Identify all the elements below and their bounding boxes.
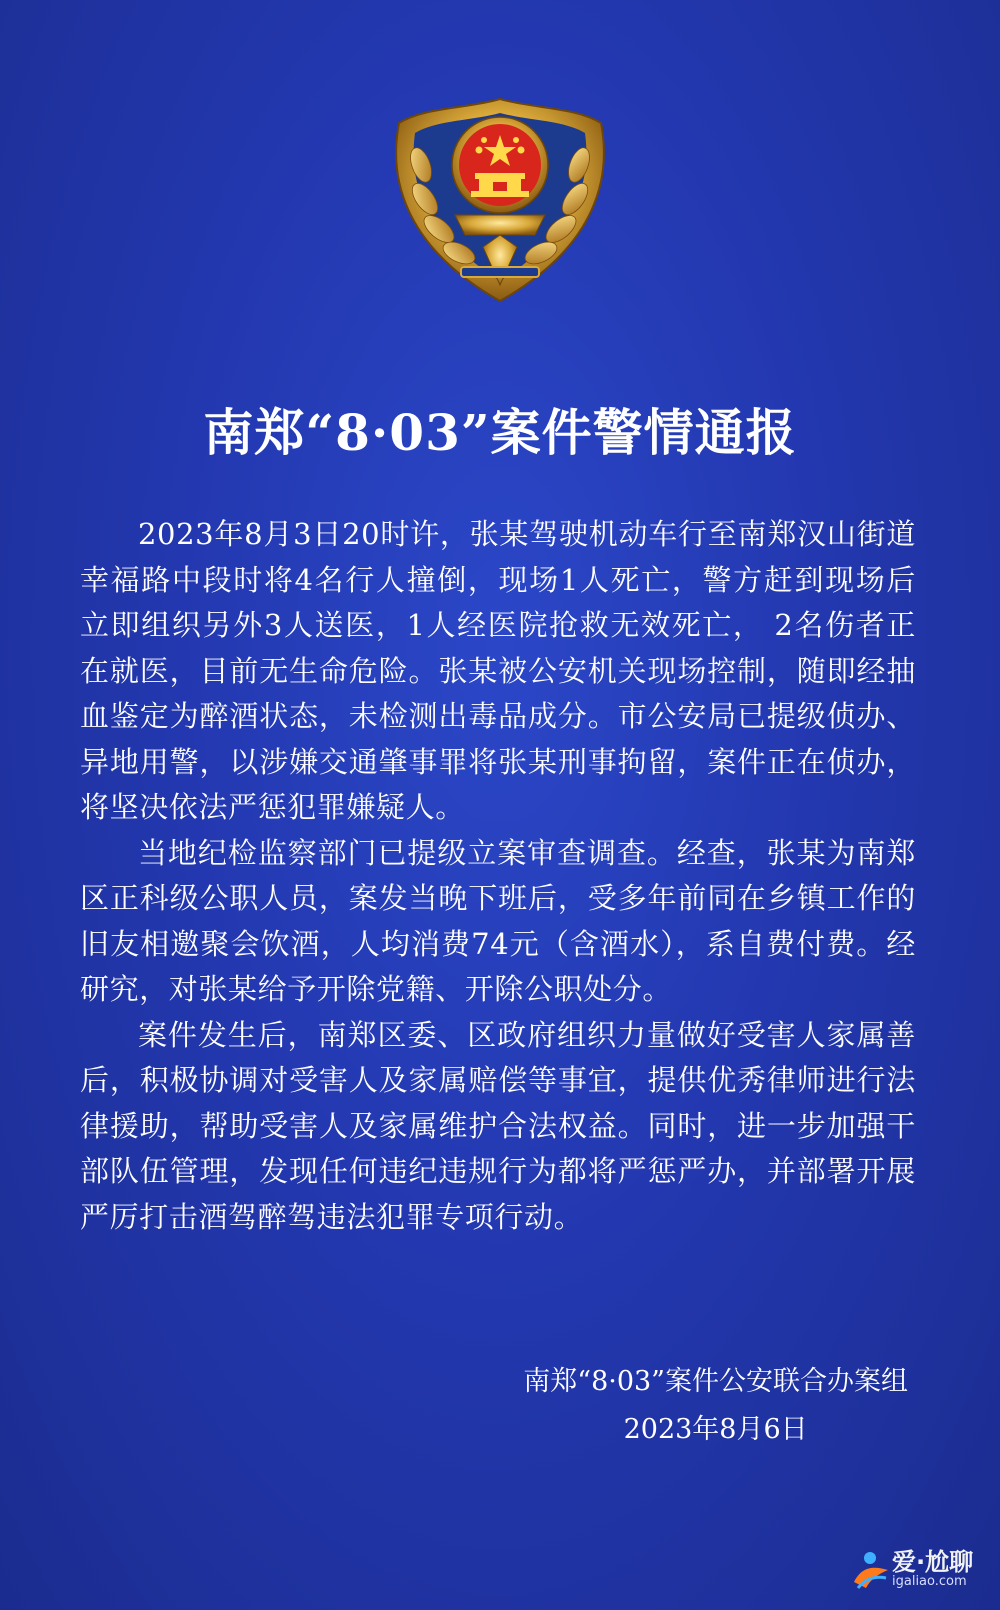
issuer: 南郑“8·03”案件公安联合办案组	[523, 1366, 908, 1397]
signature-block	[523, 1358, 908, 1454]
police-emblem	[385, 95, 615, 305]
notice-body	[80, 512, 916, 1240]
paragraph: 2023年8月3日20时许，张某驾驶机动车行至南郑汉山街道幸福路中段时将4名行人撞倒，现场1人死亡，警方赶到现场后立即组织另外3人送医，1人经医院抢救无效死亡， 2名伤者正在就医，目前无生命危险。张某被公安机关现场控制，随即经抽血鉴定为醉酒状态，未检测出毒品成分。市公安局已提级侦办、异地用警，以涉嫌交通肇事罪将张某刑事拘留，案件正在侦办，将坚决依法严惩犯罪嫌疑人。	[80, 517, 916, 824]
issue-date: 2023年8月6日	[623, 1414, 808, 1445]
police-emblem-icon	[385, 95, 615, 305]
page-title: 南郑“8·03”案件警情通报	[203, 403, 797, 462]
watermark-url: igaliao.com	[892, 1574, 967, 1589]
watermark	[848, 1540, 988, 1600]
watermark-text: 爱·尬聊	[892, 1548, 974, 1576]
paragraph: 案件发生后，南郑区委、区政府组织力量做好受害人家属善后，积极协调对受害人及家属赔偿等事宜，提供优秀律师进行法律援助，帮助受害人及家属维护合法权益。同时，进一步加强干部队伍管理，发现任何违纪违规行为都将严惩严办，并部署开展严厉打击酒驾醉驾违法犯罪专项行动。	[80, 1017, 916, 1234]
watermark-logo-icon	[848, 1548, 892, 1592]
paragraph: 当地纪检监察部门已提级立案审查调查。经查，张某为南郑区正科级公职人员，案发当晚下班后，受多年前同在乡镇工作的旧友相邀聚会饮酒，人均消费74元（含酒水），系自费付费。经研究，对张某给予开除党籍、开除公职处分。	[80, 835, 916, 1006]
